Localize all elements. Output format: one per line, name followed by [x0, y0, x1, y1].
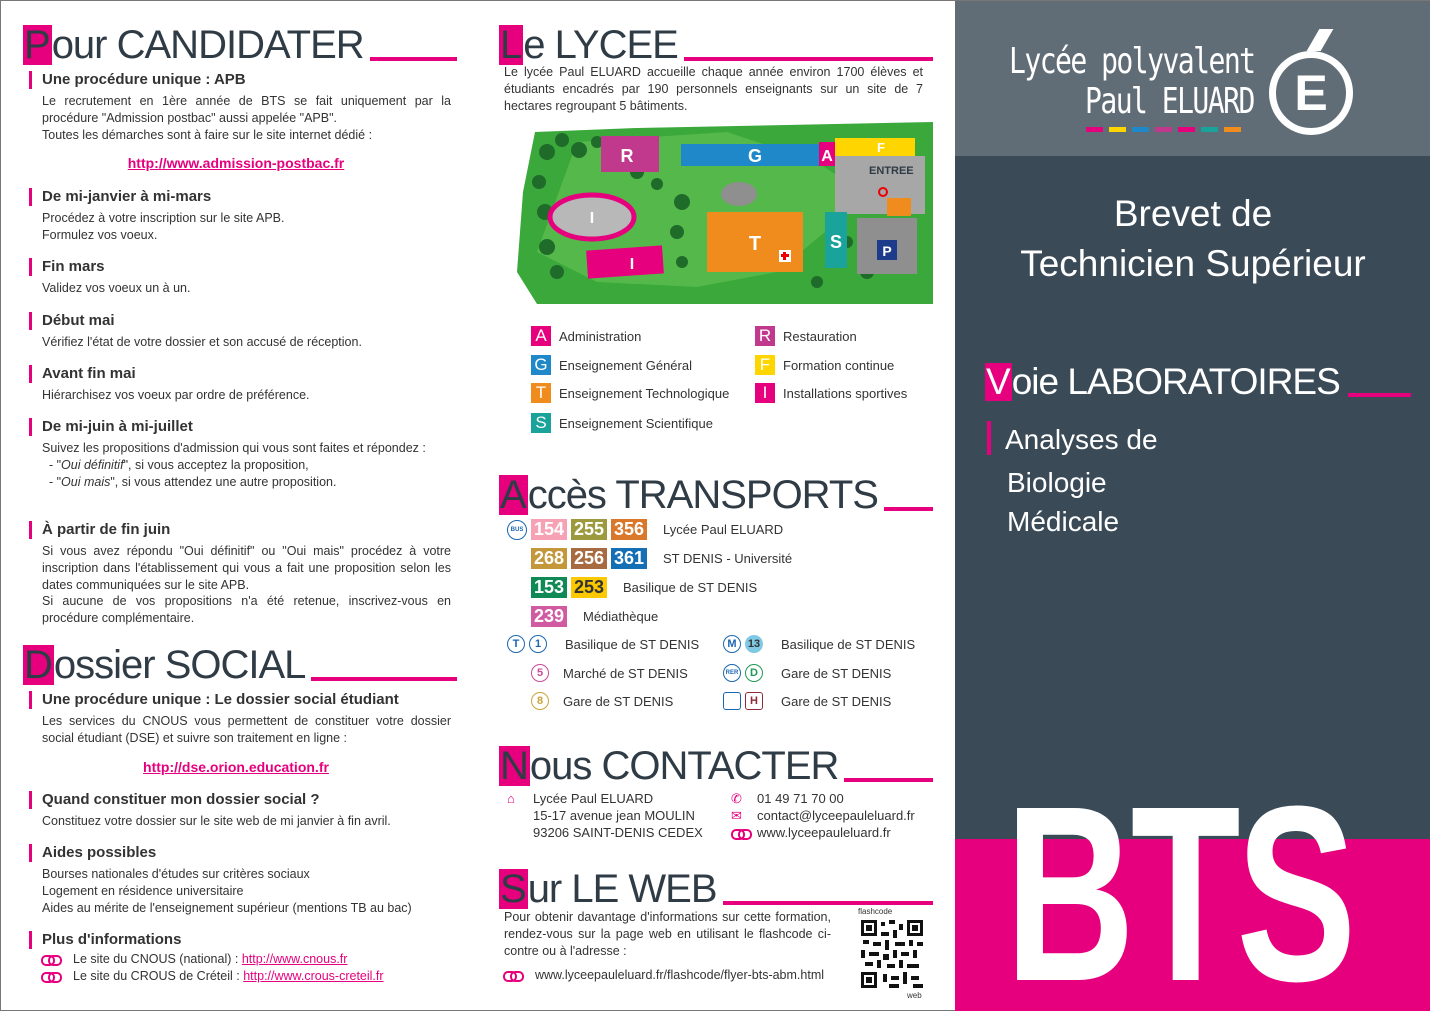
step-heading: Quand constituer mon dossier social ?: [21, 791, 451, 809]
legend-sportives: I Installations sportives: [755, 383, 907, 403]
step-jan-mar: [21, 188, 451, 244]
diploma-title: Brevet de Technicien Supérieur: [1020, 193, 1366, 284]
step-body: Si vous avez répondu "Oui définitif" ou "Oui mais" procédez à votre inscription dans l'établissement qui vous a fait une proposition selon les dates communiquées sur le site APB. Si aucune de vos propositions n'a été retenue, inscrivez-vous en procédure complémentaire.: [42, 544, 451, 626]
social-aides: [21, 844, 451, 916]
step-heading: Aides possibles: [21, 844, 451, 862]
section-title-web: [499, 869, 933, 909]
mail-icon: ✉: [731, 808, 742, 823]
crous-line: Le site du CROUS de Créteil : http://www.crous-creteil.fr: [21, 968, 451, 985]
cover-panel: [955, 1, 1430, 1011]
title-initial: L: [500, 23, 523, 67]
option-oui-definitif: - "Oui définitif", si vous acceptez la proposition,: [42, 457, 309, 472]
step-debut-mai: [21, 312, 451, 351]
tram8-row: 8 Gare de ST DENIS: [531, 692, 673, 710]
title-initial: S: [500, 867, 527, 911]
svg-text:G: G: [747, 146, 763, 166]
bts-wordmark: BTS: [1005, 754, 1353, 1011]
step-fin-mars: [21, 258, 451, 297]
title-initial: A: [500, 473, 527, 517]
step-body: Suivez les propositions d'admission qui vous sont faites et répondez :: [42, 441, 426, 455]
contact-address: ⌂ Lycée Paul ELUARD 15-17 avenue jean MOULIN 93206 SAINT-DENIS CEDEX: [507, 791, 703, 840]
title-text: e LYCEE: [523, 23, 678, 67]
svg-text:ENTREE: ENTREE: [869, 165, 914, 177]
bus-row-universite: 268 256 361 ST DENIS - Université: [531, 548, 792, 569]
link-icon: [503, 971, 521, 980]
title-text: ossier SOCIAL: [53, 643, 306, 687]
svg-text:F: F: [877, 140, 885, 155]
rer-row: RER D Gare de ST DENIS: [723, 664, 891, 682]
email-link[interactable]: contact@lyceepauleluard.fr: [757, 808, 915, 823]
section-title-transports: [499, 475, 933, 515]
tram5-row: 5 Marché de ST DENIS: [531, 664, 688, 682]
title-underline: [684, 57, 933, 61]
train-icon: [723, 692, 741, 710]
title-text: our CANDIDATER: [51, 23, 364, 67]
logo-school-name: Paul ELUARD: [1085, 81, 1254, 122]
section-title-contact: [499, 746, 933, 786]
logo-accent: [1307, 29, 1334, 51]
title-text: ur LE WEB: [527, 867, 717, 911]
qr-code-icon[interactable]: [859, 918, 925, 990]
title-underline: [844, 778, 933, 782]
title-initial: P: [24, 23, 51, 67]
link-icon: [731, 829, 749, 838]
step-heading: Plus d'informations: [21, 931, 451, 949]
logo-color-bars: [1086, 127, 1241, 132]
step-heading: Début mai: [21, 312, 451, 330]
cnous-line: Le site du CNOUS (national) : http://www.cnous.fr: [21, 951, 451, 968]
qr-caption-top: flashcode: [858, 907, 893, 916]
legend-restauration: R Restauration: [755, 326, 857, 346]
step-avant-fin-mai: [21, 365, 451, 404]
step-heading: Fin mars: [21, 258, 451, 276]
step-heading: Une procédure unique : APB: [21, 71, 451, 89]
specialty-line-3: Médicale: [1007, 506, 1120, 537]
web-url-line: [503, 968, 824, 982]
logo-band: [955, 1, 1430, 156]
step-body: Le recrutement en 1ère année de BTS se fait uniquement par la procédure "Admission postbac" aussi appelée "APB". Toutes les démarches sont à faire sur le site internet dédié :: [42, 94, 451, 142]
step-fin-juin: [21, 521, 451, 627]
specialty-line-1: Analyses de: [1005, 424, 1158, 455]
step-body: Constituez votre dossier sur le site web de mi janvier à fin avril.: [42, 814, 391, 828]
bus-icon: BUS: [507, 520, 527, 540]
section-title-social: [23, 645, 457, 685]
link-icon: [41, 972, 59, 981]
svg-text:I: I: [629, 256, 635, 273]
logo-school-type: Lycée polyvalent: [1009, 41, 1255, 82]
svg-text:A: A: [821, 148, 833, 165]
social-procedure: [21, 691, 451, 775]
campus-map: [517, 122, 933, 304]
step-body: Les services du CNOUS vous permettent de constituer votre dossier social étudiant (DSE) et suivre son traitement en ligne :: [42, 714, 451, 745]
step-heading: À partir de fin juin: [21, 521, 451, 539]
section-title-lycee: [499, 25, 933, 65]
flyer-url[interactable]: www.lyceepauleluard.fr/flashcode/flyer-bts-abm.html: [535, 968, 825, 982]
option-oui-mais: - "Oui mais", si vous attendez une autre proposition.: [42, 474, 337, 489]
svg-text:I: I: [589, 210, 595, 227]
legend-technologique: T Enseignement Technologique: [531, 383, 729, 403]
legend-administration: A Administration: [531, 326, 641, 346]
specialty-line-2: Biologie: [1007, 467, 1107, 498]
apb-link[interactable]: http://www.admission-postbac.fr: [127, 155, 345, 172]
dse-link[interactable]: http://dse.orion.education.fr: [143, 758, 329, 775]
metro-row: M 13 Basilique de ST DENIS: [723, 635, 915, 653]
specialty-marker: [987, 421, 991, 455]
cnous-link[interactable]: http://www.cnous.fr: [241, 952, 348, 966]
tram-row: T 1 Basilique de ST DENIS: [507, 635, 699, 653]
step-body: Vérifiez l'état de votre dossier et son accusé de réception.: [42, 335, 362, 349]
title-underline: [370, 57, 457, 61]
train-row: H Gare de ST DENIS: [723, 692, 891, 710]
web-description: Pour obtenir davantage d'informations sur cette formation, rendez-vous sur la page web en utilisant le flashcode ci-contre ou à l'adresse :: [504, 910, 831, 958]
svg-text:P: P: [882, 243, 892, 259]
contact-details: ✆ 01 49 71 70 00 ✉ contact@lyceepauleluard.fr www.lyceepauleluard.fr: [731, 791, 915, 840]
legend-general: G Enseignement Général: [531, 355, 692, 375]
bus-row-lycee: BUS 154 255 356 Lycée Paul ELUARD: [507, 519, 783, 540]
step-body: Validez vos voeux un à un.: [42, 281, 191, 295]
qr-caption-bottom: web: [907, 991, 922, 1000]
link-icon: [41, 955, 59, 964]
crous-link[interactable]: http://www.crous-creteil.fr: [243, 968, 384, 983]
step-heading: De mi-juin à mi-juillet: [21, 418, 451, 436]
svg-text:S: S: [829, 232, 843, 252]
step-body: Bourses nationales d'études sur critères sociaux Logement en résidence universitaire Aides au mérite de l'enseignement supérieur (mentions TB au bac): [42, 867, 412, 915]
title-underline: [723, 901, 933, 905]
website-link[interactable]: www.lyceepauleluard.fr: [757, 825, 891, 840]
phone-icon: ✆: [731, 791, 742, 806]
legend-formation-continue: F Formation continue: [755, 355, 894, 375]
social-more-info: [21, 931, 451, 985]
title-initial: N: [500, 744, 529, 788]
legend-scientifique: S Enseignement Scientifique: [531, 413, 713, 433]
step-heading: De mi-janvier à mi-mars: [21, 188, 451, 206]
title-initial: D: [24, 643, 53, 687]
title-text: ccès TRANSPORTS: [527, 473, 878, 517]
title-underline: [884, 507, 933, 511]
svg-text:T: T: [748, 233, 762, 255]
home-icon: ⌂: [507, 791, 515, 806]
section-title-candidater: [23, 25, 457, 65]
logo-e-icon: E: [1269, 51, 1353, 135]
step-juin-juillet: [21, 418, 451, 490]
track-title: V oie LABORATOIRES: [985, 363, 1411, 401]
lycee-description: Le lycée Paul ELUARD accueille chaque année environ 1700 élèves et étudiants encadrés par 190 personnels enseignants sur un site de 7 hectares regroupant 5 bâtiments.: [504, 65, 923, 113]
svg-text:R: R: [620, 146, 634, 166]
bus-row-mediatheque: 239 Médiathèque: [531, 606, 658, 627]
step-body: Procédez à votre inscription sur le site APB. Formulez vos voeux.: [42, 211, 285, 242]
step-apb: [21, 71, 451, 171]
title-text: ous CONTACTER: [529, 744, 839, 788]
step-heading: Avant fin mai: [21, 365, 451, 383]
step-body: Hiérarchisez vos voeux par ordre de préférence.: [42, 388, 310, 402]
step-heading: Une procédure unique : Le dossier social étudiant: [21, 691, 451, 709]
bus-row-basilique: 153 253 Basilique de ST DENIS: [531, 577, 757, 598]
social-when: [21, 791, 451, 830]
title-underline: [311, 677, 457, 681]
